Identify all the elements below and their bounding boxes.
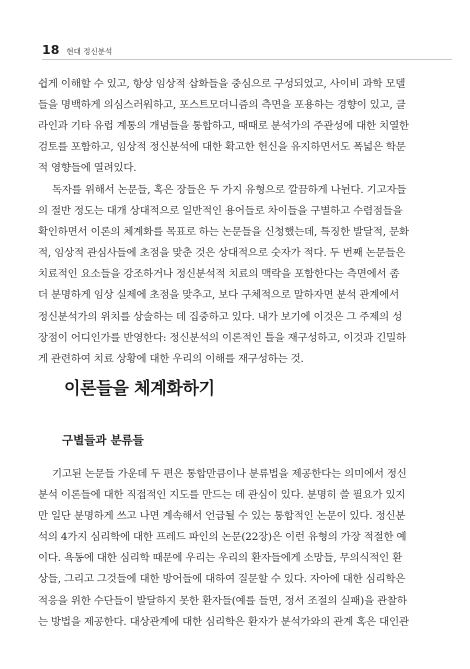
paragraph-2 bbox=[38, 180, 438, 370]
text-line: 만 일단 분명하게 쓰고 나면 계속해서 언급될 수 있는 통합적인 논문이 있다. 정신분 bbox=[38, 510, 406, 523]
text-line: 쉽게 이해할 수 있고, 항상 임상적 삽화들을 중심으로 구성되었고, 사이비 과학 모델 bbox=[38, 78, 406, 90]
text-line: 치료적인 요소들을 강조하거나 정신분석적 치료의 맥락을 포함한다는 측면에서 좀 bbox=[38, 268, 400, 281]
text-line: 더 분명하게 임상 실제에 초점을 맞추고, 보다 구체적으로 말하자면 분석 관계에서 bbox=[38, 289, 399, 302]
paragraph-3 bbox=[38, 464, 438, 633]
running-header bbox=[42, 42, 112, 58]
paragraph-1 bbox=[38, 74, 438, 179]
text-line: 이다. 욕동에 대한 심리학 때문에 우리는 우리의 환자들에게 소망들, 무의식적인 환 bbox=[38, 552, 403, 565]
text-line: 적, 임상적 관심사들에 초점을 맞춘 것은 상대적으로 숫자가 적다. 두 번째 논문들은 bbox=[38, 247, 406, 260]
text-line: 는 방법을 제공한다. 대상관계에 대한 심리학은 환자가 분석가와의 관계 혹은 대인관 bbox=[38, 615, 409, 628]
text-line: 라인과 기타 유럽 계통의 개념들을 통합하고, 때때로 분석가의 주관성에 대한 치열한 bbox=[38, 120, 409, 133]
text-line: 적응을 위한 수단들이 발달하지 못한 환자들(예를 들면, 정서 조절의 실패)을 관찰하 bbox=[38, 594, 407, 607]
text-line: 적 영향들에 열려있다. bbox=[38, 162, 137, 175]
text-line: 석의 4가지 심리학에 대한 프레드 파인의 논문(22장)은 이런 유형의 가장 적절한 예 bbox=[38, 531, 407, 544]
text-line: 게 관련하여 치료 상황에 대한 우리의 이해를 재구성하는 것. bbox=[38, 352, 304, 365]
section-heading: 이론들을 체계화하기 bbox=[64, 379, 215, 399]
text-line: 정신분석가의 위치를 상술하는 데 집중하고 있다. 내가 보기에 이것은 그 주제의 성 bbox=[38, 310, 403, 323]
text-line: 확인하면서 이론의 체계화를 목표로 하는 논문들을 신청했는데, 특징한 발달적, 문화 bbox=[38, 226, 409, 239]
text-line: 의 절반 정도는 대개 상대적으로 일반적인 용어들로 차이들을 구별하고 수렴점들을 bbox=[38, 205, 403, 218]
text-line: 장점이 어디인가를 반영한다: 정신분석의 이론적인 틀을 재구성하고, 이것과 긴밀하 bbox=[38, 331, 406, 344]
text-line: 들을 명백하게 의심스러워하고, 포스트모더니즘의 측면을 포용하는 경향이 있고, 클 bbox=[38, 99, 406, 112]
header-rule bbox=[42, 59, 452, 60]
text-line: 기고된 논문들 가운데 두 편은 통합만큼이나 분류법을 제공한다는 의미에서 정신 bbox=[52, 468, 407, 480]
text-line: 검토를 포함하고, 임상적 정신분석에 대한 확고한 헌신을 유지하면서도 폭넓은 학문 bbox=[38, 141, 406, 154]
text-line: 상들, 그리고 그것들에 대한 방어들에 대하여 질문할 수 있다. 자아에 대한 심리학은 bbox=[38, 573, 406, 586]
text-line: 분석 이론들에 대한 직접적인 지도를 만드는 데 관심이 있다. 분명히 쓸 필요가 있지 bbox=[38, 489, 406, 502]
text-line: 독자를 위해서 논문들, 혹은 장들은 두 가지 유형으로 깔끔하게 나뉜다. 기고자들 bbox=[52, 184, 407, 196]
subsection-heading: 구별들과 분류들 bbox=[62, 433, 144, 447]
book-title: 현대 정신분석 bbox=[66, 47, 113, 56]
page-number: 18 bbox=[42, 42, 60, 57]
